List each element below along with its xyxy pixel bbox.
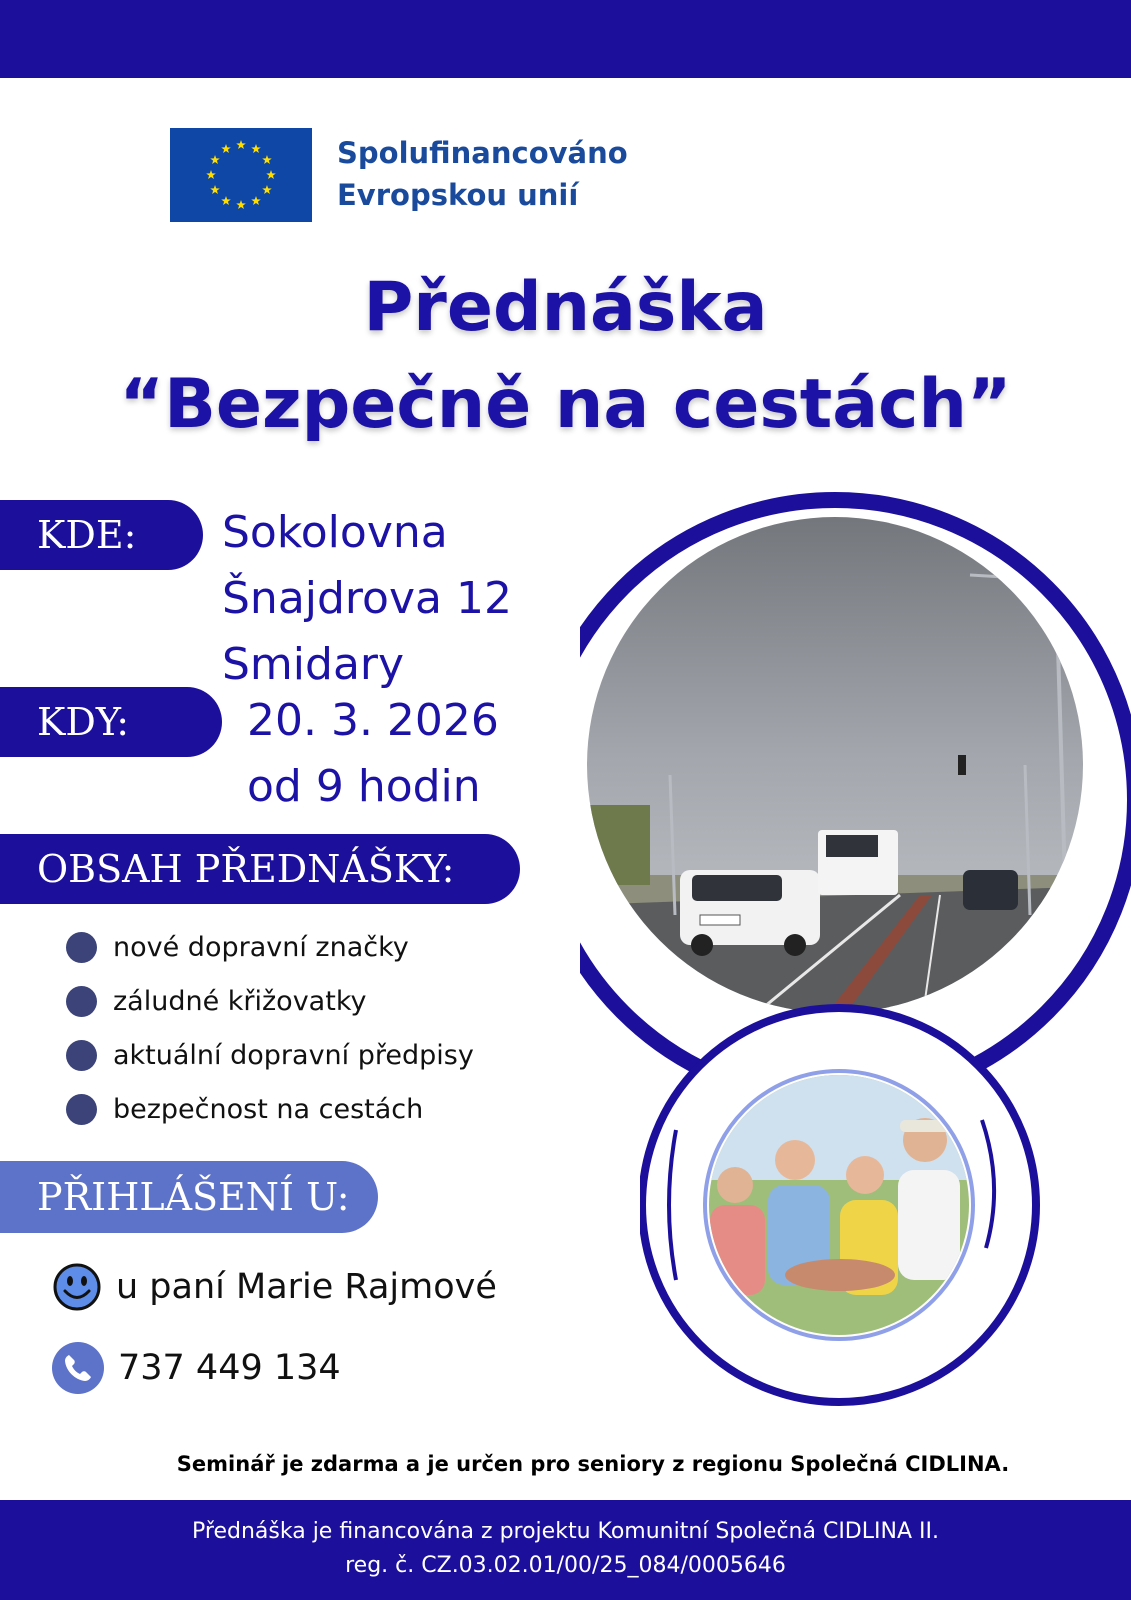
list-item [66, 974, 474, 1028]
where-label: KDE: [0, 500, 203, 570]
bullet-icon [66, 1040, 97, 1071]
eu-cofinanced-text [337, 132, 628, 216]
where-address [222, 500, 512, 698]
top-bar [0, 0, 1131, 78]
bullet-icon [66, 986, 97, 1017]
eu-star-icon [206, 170, 216, 179]
eu-star-icon [236, 200, 246, 209]
list-item-text: bezpečnost na cestách [113, 1093, 424, 1125]
eu-star-icon [251, 196, 261, 205]
eu-star-icon [251, 144, 261, 153]
list-item [66, 1082, 474, 1136]
when-label: KDY: [0, 687, 222, 757]
list-item [66, 1028, 474, 1082]
eu-star-icon [266, 170, 276, 179]
bullet-icon [66, 932, 97, 963]
footer [0, 1515, 1131, 1583]
eu-star-icon [262, 155, 272, 164]
when-date: 20. 3. 2026 [247, 695, 499, 746]
contact-phone-row [52, 1338, 341, 1398]
smiley-icon [52, 1262, 102, 1312]
eu-star-icon [210, 155, 220, 164]
contact-person: u paní Marie Rajmové [116, 1267, 497, 1307]
list-item-text: záludné křižovatky [113, 985, 367, 1017]
list-item [66, 920, 474, 974]
footer-line1: Přednáška je financována z projektu Komunitní Společná CIDLINA II. [192, 1519, 939, 1544]
eu-star-icon [221, 144, 231, 153]
bullet-icon [66, 1094, 97, 1125]
eu-star-icon [221, 196, 231, 205]
where-line1: Sokolovna [222, 507, 448, 558]
list-item-text: nové dopravní značky [113, 931, 409, 963]
where-line2: Šnajdrova 12 [222, 573, 512, 624]
list-item-text: aktuální dopravní předpisy [113, 1039, 474, 1071]
content-label: OBSAH PŘEDNÁŠKY: [0, 834, 520, 904]
contact-phone: 737 449 134 [118, 1348, 341, 1388]
eu-star-icon [210, 185, 220, 194]
eu-star-icon [236, 140, 246, 149]
page-subtitle: “Bezpečně na cestách” [119, 365, 1012, 444]
eu-star-icon [262, 185, 272, 194]
seniors-photo [640, 1000, 1040, 1410]
when-time: od 9 hodin [247, 761, 481, 812]
when-details [247, 688, 499, 820]
page-title: Přednáška [363, 268, 768, 347]
eu-text-line2: Evropskou unií [337, 178, 579, 212]
content-list [66, 920, 474, 1136]
phone-icon [52, 1342, 104, 1394]
where-line3: Smidary [222, 639, 405, 690]
contact-person-row [52, 1257, 497, 1317]
registration-label: PŘIHLÁŠENÍ U: [0, 1161, 378, 1233]
eu-flag-icon [170, 128, 312, 222]
footer-line2: reg. č. CZ.03.02.01/00/25_084/0005646 [345, 1553, 786, 1578]
free-seminar-note: Seminář je zdarma a je určen pro seniory z regionu Společná CIDLINA. [176, 1452, 1010, 1476]
eu-text-line1: Spolufinancováno [337, 136, 628, 170]
